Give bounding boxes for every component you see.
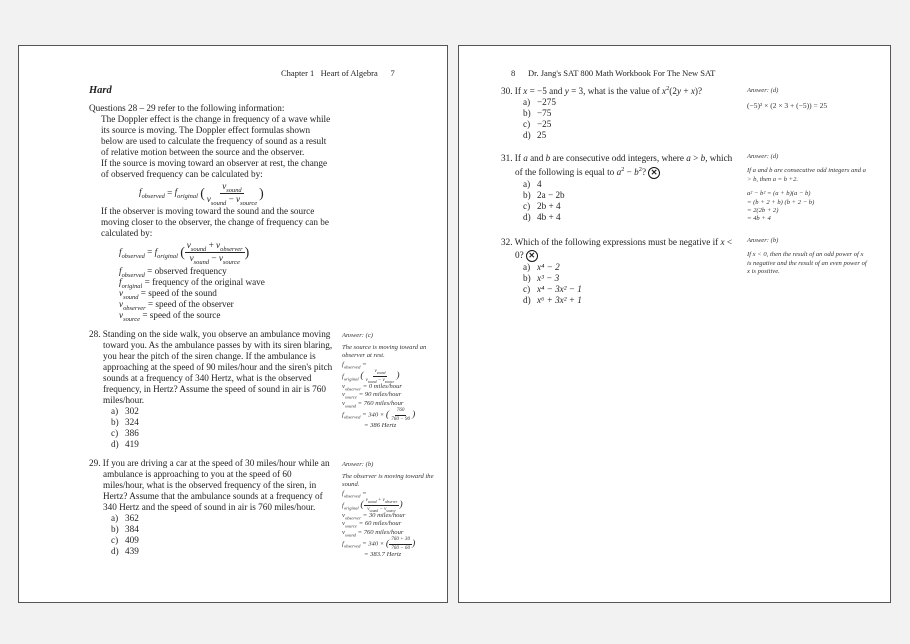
intro-paragraph: If the source is moving toward an observer at rest, the change of observed frequency can be calculated by: — [101, 158, 328, 179]
question-number: 28. — [89, 328, 101, 339]
option-b[interactable]: b) 2a − 2b — [523, 190, 565, 200]
answer-explanation: The observer is moving toward the sound. — [342, 473, 434, 489]
option-d[interactable]: d) 439 — [111, 545, 139, 556]
option-b[interactable]: b) x³ − 3 — [523, 272, 560, 283]
definition: $f_{observed}$ = observed frequency — [119, 265, 227, 279]
circled-x-icon: ✕ — [648, 167, 660, 179]
answer-28: Answer: (c) The source is moving toward an observer at rest. $f_{observed}$ = $f_{original}$ ( $\frac{v_{sound}}{v_{sound} - v_{source}}$ ) $v_{observer} = 0$ miles/hour $v_{source} = 90$ miles/hour $v_{sound} = 760$ miles/hour $f_{observed} = 340$ × ( $\frac{760}{760 - 90}$ ) = 386 Hertz — [342, 332, 440, 431]
question-31-row — [501, 151, 890, 224]
question-number: 29. — [89, 457, 101, 468]
question-31: 31. If a and b are consecutive odd integers, where a > b, which of the following is equal to $a^2 - b^2$? ✕ a) 4 b) 2a − 2b c) 2b + 4 d) 4b + 4 — [501, 151, 741, 223]
answer-work: If a and b are consecutive odd integers and a > b, then a = b +2. — [747, 167, 866, 183]
option-d[interactable]: d) 4b + 4 — [523, 212, 561, 222]
answer-work: = 4b + 4 — [747, 215, 771, 223]
question-text: Which of the following expressions must be negative if x < 0? — [514, 236, 733, 260]
answer-label: Answer: (d) — [747, 153, 779, 160]
right-page — [458, 45, 891, 603]
answer-label: Answer: (d) — [747, 87, 779, 94]
answer-31 — [747, 153, 872, 224]
question-32: 32. Which of the following expressions must be negative if x < 0? ✕ a) x⁴ − 2 b) x³ − 3 c) x⁴ − 3x² − 1 d) x⁶ + 3x² + 1 — [501, 236, 741, 306]
answer-32 — [747, 237, 867, 277]
page-header: 8 Dr. Jang's SAT 800 Math Workbook For The New SAT — [511, 68, 716, 78]
answer-work: = 2(2b + 2) — [747, 207, 779, 215]
option-d[interactable]: d) x⁶ + 3x² + 1 — [523, 294, 582, 305]
formula-source-moving: $f_{observed} = f_{original}$ ( $\frac{v_{sound}}{v_{sound} - v_{source}}$ ) — [139, 181, 264, 207]
intro-paragraph: The Doppler effect is the change in frequency of a wave while its source is moving. The Doppler effect formulas shown below are used to calculate the frequency of sound as a result of relative motion between the source and the observer. — [101, 114, 331, 157]
intro-block — [89, 103, 334, 321]
circled-x-icon: ✕ — [526, 250, 538, 262]
question-32-row — [501, 236, 890, 306]
answer-work: = (b + 2 + b) (b + 2 − b) — [747, 198, 815, 206]
definitions-list — [89, 266, 334, 321]
answer-result: = 383.7 Hertz — [364, 551, 402, 559]
answer-label: Answer: (b) — [747, 236, 779, 244]
left-page — [18, 45, 448, 603]
option-a[interactable]: a) 4 — [523, 179, 542, 189]
option-c[interactable]: c) −25 — [523, 119, 552, 129]
option-b[interactable]: b) −75 — [523, 108, 552, 118]
answer-label: Answer: (c) — [342, 331, 373, 339]
answer-work: (−5)² × (2 × 3 + (−5)) = 25 — [747, 101, 828, 111]
right-page-content — [459, 86, 890, 306]
option-b[interactable]: b) 384 — [111, 523, 139, 534]
definition: $v_{source}$ = speed of the source — [119, 309, 221, 323]
question-29 — [89, 458, 334, 557]
option-c[interactable]: c) 2b + 4 — [523, 201, 561, 211]
answer-label: Answer: (b) — [342, 460, 374, 468]
question-29-row — [89, 458, 439, 560]
intro-lead: Questions 28 – 29 refer to the following information: — [89, 103, 285, 113]
option-a[interactable]: a) x⁴ − 2 — [523, 261, 560, 272]
answer-result: = 386 Hertz — [364, 422, 397, 430]
definition: $v_{sound}$ = speed of the sound — [119, 287, 217, 301]
option-a[interactable]: a) 302 — [111, 405, 139, 416]
intro-paragraph: If the observer is moving toward the sound and the source moving closer to the observer, the change of frequency can be calculated by: — [101, 206, 329, 239]
question-30: 30. If x = −5 and y = 3, what is the value of $x^2(2y + x)$? a) −275 b) −75 c) −25 d) 25 — [501, 86, 741, 141]
definition: $v_{observer}$ = speed of the observer — [119, 298, 234, 312]
option-c[interactable]: c) x⁴ − 3x² − 1 — [523, 283, 582, 294]
page-header: Chapter 1 Heart of Algebra 7 — [281, 68, 395, 78]
option-a[interactable]: a) 362 — [111, 512, 139, 523]
answer-work: If x < 0, then the result of an odd power of x is negative and the result of an even power of x is positive. — [747, 251, 867, 276]
option-d[interactable]: d) 25 — [523, 130, 547, 140]
option-c[interactable]: c) 409 — [111, 534, 139, 545]
question-text: Standing on the side walk, you observe an ambulance moving toward you. As the ambulance passes by with its siren blaring, you hear the pitch of the siren change. If the ambulance is approaching at the speed of 90 miles/hour and the siren's pitch sounds at a frequency of 340 Hertz, what is the observed frequency, in Hertz? Assume the speed of sound in air is 760 miles/hour. — [102, 328, 333, 405]
definition: $f_{original}$ = frequency of the original wave — [119, 276, 265, 290]
answer-29: Answer: (b) The observer is moving toward the sound. $f_{observed}$ = $f_{original}$ ( $\frac{v_{sound} + v_{observer}}{v_{sound} - v_{source}}$ ) $v_{observer} = 30$ miles/hour $v_{source} = 60$ miles/hour $v_{sound} = 760$ miles/hour $f_{observed} = 340$ × ( $\frac{760 + 30}{760 - 60}$ ) = 383.7 Hertz — [342, 461, 440, 560]
question-30-row — [501, 86, 890, 141]
answer-30 — [747, 87, 875, 111]
option-d[interactable]: d) 419 — [111, 438, 139, 449]
question-28 — [89, 329, 334, 450]
question-text: If a and b are consecutive odd integers, where a > b, which of the following is equal to $a^2 - b^2$? — [514, 153, 733, 177]
answer-explanation: The source is moving toward an observer at rest. — [342, 344, 427, 360]
formula-observer-moving: $f_{observed} = f_{original}$ ( $\frac{v_{sound} + v_{observer}}{v_{sound} - v_{source}}$ ) — [119, 240, 250, 266]
option-b[interactable]: b) 324 — [111, 416, 139, 427]
option-c[interactable]: c) 386 — [111, 427, 139, 438]
question-text: If x = −5 and y = 3, what is the value of $x^2(2y + x)$? — [514, 84, 703, 96]
question-28-row — [89, 329, 439, 450]
left-page-content — [19, 84, 439, 559]
question-text: If you are driving a car at the speed of 30 miles/hour while an ambulance is approaching to you at the speed of 60 miles/hour, what is the observed frequency of the siren, in Hertz? Assume that the ambulance sounds at a frequency of 340 Hertz and the speed of sound in air is 760 miles/hour. — [102, 457, 330, 512]
section-title: Hard — [89, 85, 112, 96]
answer-work: a² − b² = (a + b)(a − b) — [747, 190, 811, 198]
option-a[interactable]: a) −275 — [523, 97, 556, 107]
